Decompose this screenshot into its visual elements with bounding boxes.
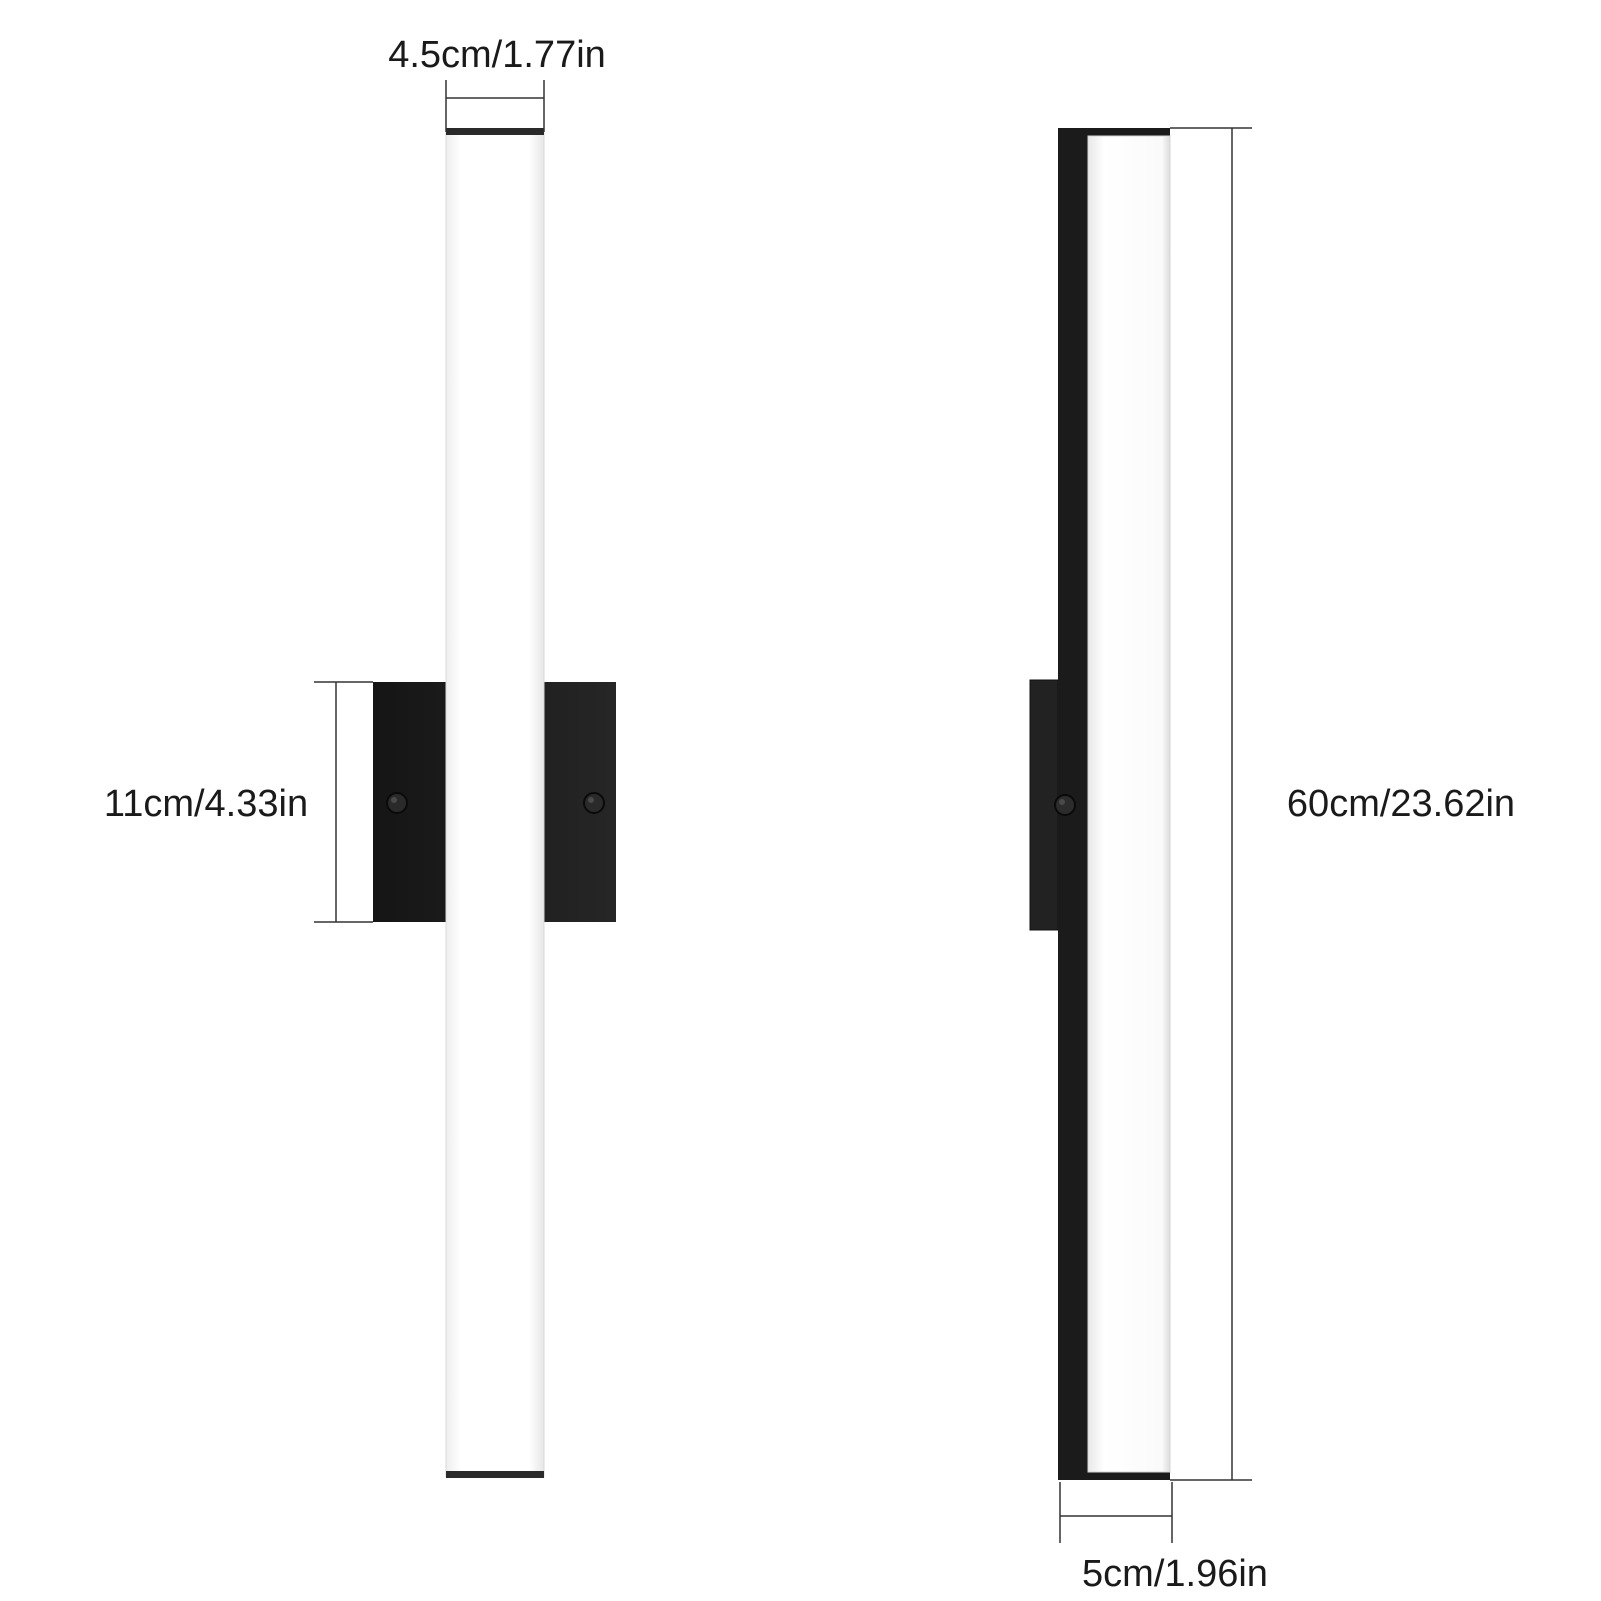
total-length-label: 60cm/23.62in: [1286, 783, 1516, 825]
front-top-cap: [446, 128, 544, 135]
side-mount-bracket: [1030, 680, 1058, 930]
side-depth-label: 5cm/1.96in: [1082, 1553, 1268, 1595]
side-diffuser: [1088, 136, 1170, 1472]
side-depth-dimension: [1060, 1482, 1172, 1543]
backplate-height-dimension: [314, 682, 373, 922]
front-screw-left: [387, 793, 407, 813]
front-diffuser: [446, 133, 544, 1477]
front-width-label: 4.5cm/1.77in: [388, 34, 606, 76]
front-screw-right: [584, 793, 604, 813]
front-width-dimension: [446, 80, 544, 132]
front-screw-right-highlight: [588, 797, 594, 803]
front-bottom-cap: [446, 1471, 544, 1478]
side-screw-highlight: [1059, 799, 1065, 805]
backplate-height-label: 11cm/4.33in: [103, 783, 309, 825]
side-view: [1030, 128, 1170, 1480]
front-view: [373, 128, 616, 1478]
front-screw-left-highlight: [391, 797, 397, 803]
side-screw: [1055, 795, 1075, 815]
total-length-dimension: [1170, 128, 1252, 1480]
